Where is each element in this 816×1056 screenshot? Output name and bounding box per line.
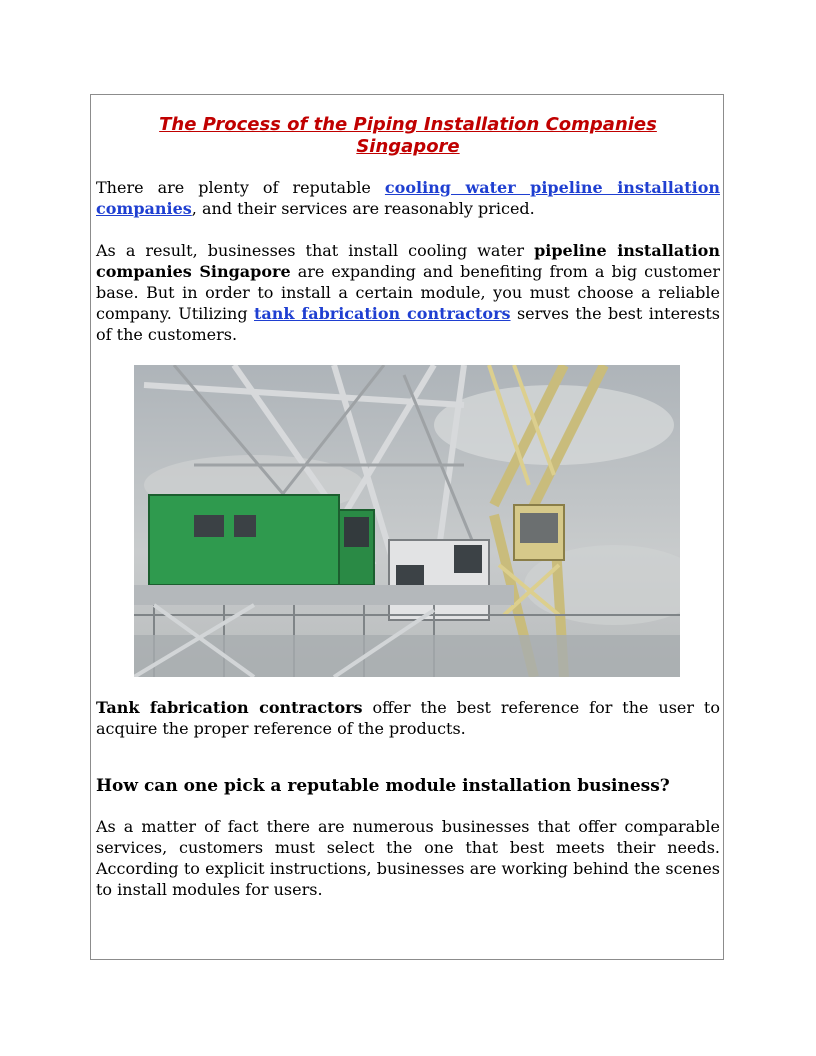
tank-fabrication-link[interactable]: tank fabrication contractors [254,304,511,323]
p2-part2: are expanding and benefiting from a big customer base. But in order to install a certain module, you must choose a reliable company. Utilizing [96,262,720,323]
p2-part1: As a result, businesses that install cooling water [96,241,535,260]
p2-bold-phrase: pipeline installation companies Singapore [96,241,720,281]
second-paragraph [96,240,720,345]
p2-part3: serves the best interests of the customers. [96,304,721,344]
document-body [96,114,720,900]
third-paragraph [96,697,720,739]
document-title: The Process of the Piping Installation Companies Singapore [159,114,657,157]
intro-paragraph [96,177,720,219]
p3-rest: offer the best reference for the user to acquire the proper reference of the products. [96,698,720,738]
fourth-paragraph: As a matter of fact there are numerous businesses that offer comparable services, customers must select the one that best meets their needs. According to explicit instructions, businesses are working behind the scenes to install modules for users. [96,817,720,899]
crane-illustration [134,365,680,677]
section-heading: How can one pick a reputable module installation business? [96,776,670,796]
intro-suffix: , and their services are reasonably priced. [191,199,535,218]
cooling-water-pipeline-link[interactable]: cooling water pipeline installation companies [96,178,720,218]
intro-prefix: There are plenty of reputable [96,178,385,197]
crane-photo [134,365,680,677]
p3-bold-phrase: Tank fabrication contractors [96,698,363,717]
